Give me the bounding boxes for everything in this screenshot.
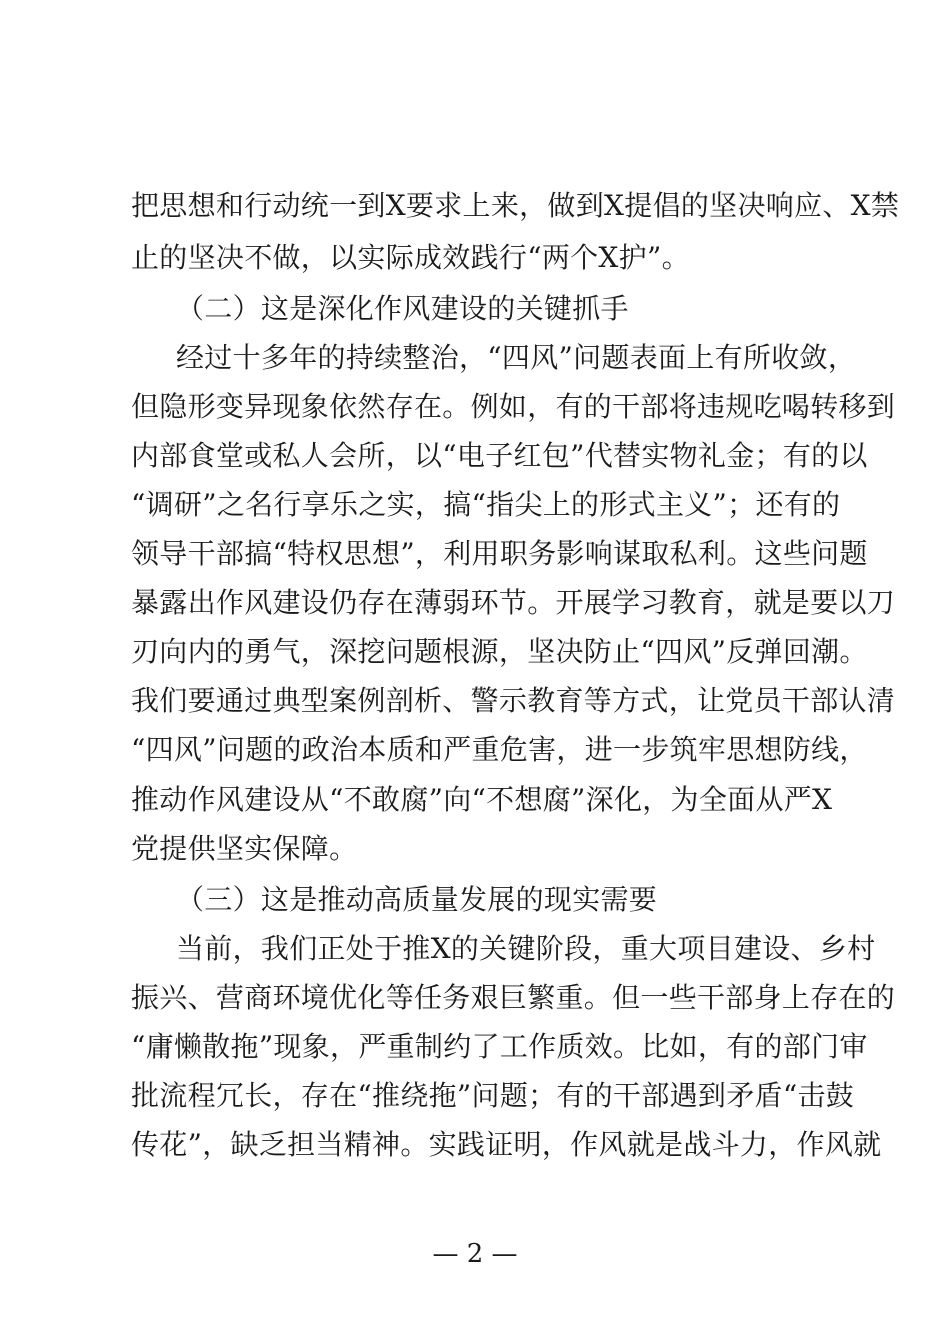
body-line: 我们要通过典型案例剖析、警示教育等方式，让党员干部认清 [131, 684, 896, 717]
body-line: “四风”问题的政治本质和严重危害，进一步筑牢思想防线， [131, 733, 868, 766]
body-line: 暴露出作风建设仍存在薄弱环节。开展学习教育，就是要以刀 [131, 586, 896, 619]
body-line: 把思想和行动统一到Ⅹ要求上来，做到Ⅹ提倡的坚决响应、Ⅹ禁 [131, 189, 900, 222]
body-line: 当前，我们正处于推Ⅹ的关键阶段，重大项目建设、乡村 [176, 932, 876, 965]
page-number: — 2 — [432, 1239, 518, 1269]
body-line: 党提供坚实保障。 [131, 832, 358, 865]
section-heading: （三）这是推动高质量发展的现实需要 [176, 883, 658, 916]
body-line: 止的坚决不做，以实际成效践行“两个Ⅹ护”。 [131, 241, 690, 274]
body-line: 传花”，缺乏担当精神。实践证明，作风就是战斗力，作风就 [131, 1128, 882, 1161]
body-line: “庸懒散拖”现象，严重制约了工作质效。比如，有的部门审 [131, 1030, 868, 1063]
section-heading: （二）这是深化作风建设的关键抓手 [176, 292, 629, 325]
body-line: 但隐形变异现象依然存在。例如，有的干部将违规吃喝转移到 [131, 390, 896, 423]
body-line: 推动作风建设从“不敢腐”向“不想腐”深化，为全面从严Ⅹ [131, 783, 833, 816]
body-line: 批流程冗长，存在“推绕拖”问题；有的干部遇到矛盾“击鼓 [131, 1079, 855, 1112]
body-line: “调研”之名行享乐之实，搞“指尖上的形式主义”；还有的 [131, 488, 841, 521]
body-line: 振兴、营商环境优化等任务艰巨繁重。但一些干部身上存在的 [131, 981, 896, 1014]
body-line: 内部食堂或私人会所，以“电子红包”代替实物礼金；有的以 [131, 439, 868, 472]
body-line: 经过十多年的持续整治，“四风”问题表面上有所收敛， [176, 341, 857, 374]
body-line: 领导干部搞“特权思想”，利用职务影响谋取私利。这些问题 [131, 537, 868, 570]
body-line: 刃向内的勇气，深挖问题根源，坚决防止“四风”反弹回潮。 [131, 635, 868, 668]
